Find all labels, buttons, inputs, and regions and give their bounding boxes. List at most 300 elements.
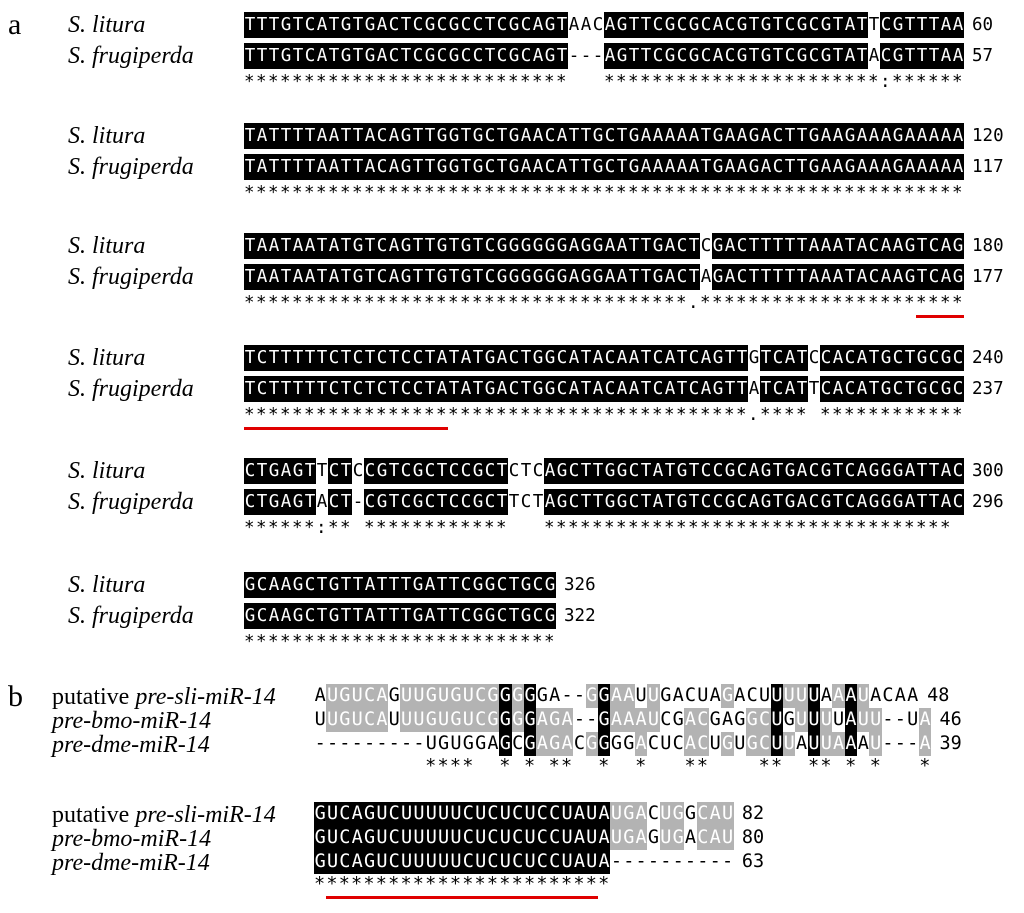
residue: G: [450, 709, 462, 730]
residue: A: [568, 376, 580, 402]
residue: U: [376, 827, 388, 848]
residue: G: [448, 43, 460, 69]
residue: C: [784, 12, 796, 38]
residue: G: [425, 685, 437, 706]
residue: A: [857, 733, 869, 754]
residue: A: [496, 345, 508, 371]
residue: T: [832, 43, 844, 69]
residue: U: [475, 827, 487, 848]
residue: G: [340, 43, 352, 69]
residue: -: [610, 851, 622, 872]
residue: T: [664, 458, 676, 484]
residue: G: [880, 489, 892, 515]
residue: C: [472, 12, 484, 38]
sequence-row: [244, 489, 964, 515]
residue: A: [916, 154, 928, 180]
sequence-row: [244, 458, 964, 484]
residue: A: [616, 233, 628, 259]
residue: T: [268, 12, 280, 38]
residue: U: [808, 685, 820, 706]
residue: G: [508, 43, 520, 69]
residue: T: [760, 264, 772, 290]
residue: -: [697, 851, 709, 872]
residue: T: [592, 458, 604, 484]
residue: A: [880, 233, 892, 259]
residue: T: [352, 572, 364, 598]
residue: -: [592, 46, 604, 66]
residue: C: [412, 43, 424, 69]
residue: G: [400, 123, 412, 149]
residue: A: [712, 43, 724, 69]
residue: G: [616, 489, 628, 515]
residue: -: [882, 709, 894, 730]
residue: C: [472, 43, 484, 69]
residue: U: [796, 685, 808, 706]
residue: C: [536, 851, 548, 872]
residue: A: [856, 345, 868, 371]
residue: T: [268, 123, 280, 149]
residue: G: [532, 345, 544, 371]
residue: A: [700, 267, 712, 287]
residue: C: [339, 803, 351, 824]
residue: A: [388, 264, 400, 290]
residue: U: [462, 685, 474, 706]
residue: A: [856, 264, 868, 290]
residue: -: [672, 851, 684, 872]
residue: C: [820, 345, 832, 371]
residue: T: [640, 376, 652, 402]
residue: T: [796, 264, 808, 290]
residue: G: [746, 709, 758, 730]
residue: T: [868, 376, 880, 402]
residue: -: [907, 733, 919, 754]
residue: A: [598, 827, 610, 848]
residue: G: [544, 572, 556, 598]
residue: T: [472, 264, 484, 290]
residue: A: [892, 233, 904, 259]
residue: C: [536, 803, 548, 824]
residue: T: [316, 572, 328, 598]
conservation-line: **** * * ** * * ** ** ** * * *: [314, 756, 932, 777]
residue: U: [413, 851, 425, 872]
residue: G: [880, 458, 892, 484]
residue: G: [796, 43, 808, 69]
residue: G: [736, 43, 748, 69]
residue: T: [580, 123, 592, 149]
residue: G: [520, 264, 532, 290]
residue: U: [438, 851, 450, 872]
sequence-name: [52, 803, 276, 827]
residue: A: [388, 154, 400, 180]
residue: -: [351, 733, 363, 754]
conservation-line: ************************************************************: [244, 183, 965, 203]
residue: G: [623, 803, 635, 824]
residue: U: [425, 733, 437, 754]
position-number: 120: [972, 126, 1004, 146]
residue: G: [652, 264, 664, 290]
residue: C: [352, 461, 364, 481]
residue: C: [736, 489, 748, 515]
residue: T: [340, 123, 352, 149]
residue: A: [904, 489, 916, 515]
residue: C: [868, 264, 880, 290]
residue: G: [940, 376, 952, 402]
residue: G: [580, 264, 592, 290]
residue: U: [524, 827, 536, 848]
residue: C: [758, 733, 771, 754]
residue: G: [784, 489, 796, 515]
residue: A: [856, 489, 868, 515]
residue: C: [475, 709, 487, 730]
residue: T: [448, 345, 460, 371]
residue: G: [736, 12, 748, 38]
residue: G: [499, 709, 511, 730]
residue: U: [314, 709, 326, 730]
residue: G: [868, 489, 880, 515]
residue: A: [316, 492, 328, 512]
residue: G: [676, 458, 688, 484]
residue: A: [684, 709, 697, 730]
residue: A: [573, 803, 585, 824]
residue: A: [616, 376, 628, 402]
residue: G: [339, 685, 351, 706]
residue: C: [952, 376, 964, 402]
residue: U: [610, 803, 622, 824]
residue: U: [326, 851, 339, 872]
residue: C: [412, 345, 424, 371]
residue: T: [580, 376, 592, 402]
residue: A: [736, 154, 748, 180]
residue: C: [460, 12, 472, 38]
residue: A: [304, 233, 316, 259]
residue: U: [820, 733, 832, 754]
conservation-line: *************************************.**********************: [244, 293, 965, 313]
residue: U: [413, 827, 425, 848]
residue: A: [928, 123, 940, 149]
residue: A: [520, 123, 532, 149]
residue: A: [736, 123, 748, 149]
residue: -: [388, 733, 400, 754]
sequence-row: [314, 826, 734, 850]
residue: T: [436, 458, 448, 484]
residue: C: [364, 458, 376, 484]
residue: C: [604, 123, 616, 149]
residue: G: [340, 12, 352, 38]
residue: C: [724, 12, 736, 38]
residue: T: [292, 345, 304, 371]
residue: A: [316, 12, 328, 38]
residue: U: [771, 733, 783, 754]
name-prefix: putative: [52, 802, 136, 828]
residue: C: [424, 489, 436, 515]
residue: C: [363, 685, 376, 706]
residue: A: [635, 733, 647, 754]
residue: U: [561, 827, 573, 848]
residue: A: [940, 12, 952, 38]
residue: C: [700, 43, 712, 69]
residue: T: [412, 264, 424, 290]
sequence-row: [244, 154, 964, 180]
residue: -: [647, 851, 660, 872]
residue: A: [734, 685, 746, 706]
species-name: S. litura: [68, 345, 146, 371]
residue: A: [870, 685, 882, 706]
residue: A: [573, 827, 585, 848]
residue: G: [520, 603, 532, 629]
residue: T: [448, 264, 460, 290]
residue: C: [512, 827, 524, 848]
residue: U: [462, 709, 474, 730]
residue: C: [772, 345, 784, 371]
residue: G: [672, 709, 684, 730]
residue: C: [652, 376, 664, 402]
residue: U: [401, 685, 413, 706]
residue: A: [592, 345, 604, 371]
residue: C: [512, 803, 524, 824]
residue: C: [412, 376, 424, 402]
residue: T: [424, 376, 436, 402]
residue: G: [783, 709, 795, 730]
position-number: 322: [564, 606, 596, 626]
residue: A: [856, 123, 868, 149]
residue: U: [388, 709, 400, 730]
residue: G: [363, 851, 376, 872]
residue: G: [268, 489, 280, 515]
residue: A: [940, 43, 952, 69]
residue: G: [376, 489, 388, 515]
residue: A: [916, 123, 928, 149]
residue: A: [833, 733, 845, 754]
residue: G: [524, 733, 536, 754]
residue: T: [340, 264, 352, 290]
residue: C: [512, 733, 524, 754]
sequence-row: [244, 345, 964, 371]
residue: C: [460, 43, 472, 69]
residue: U: [660, 733, 672, 754]
residue: T: [256, 43, 268, 69]
residue: C: [736, 264, 748, 290]
residue: A: [940, 154, 952, 180]
residue: -: [561, 685, 573, 706]
residue: A: [268, 603, 280, 629]
residue: G: [709, 709, 721, 730]
residue: T: [400, 43, 412, 69]
residue: T: [904, 43, 916, 69]
residue: T: [352, 12, 364, 38]
residue: G: [628, 154, 640, 180]
residue: T: [388, 376, 400, 402]
residue: A: [280, 572, 292, 598]
residue: C: [844, 489, 856, 515]
conservation-line: *************************** ***********************:******: [244, 72, 965, 92]
residue: T: [616, 154, 628, 180]
residue: T: [352, 154, 364, 180]
residue: -: [339, 733, 351, 754]
residue: A: [610, 709, 622, 730]
residue: T: [808, 379, 820, 399]
residue: G: [760, 12, 772, 38]
residue: A: [676, 154, 688, 180]
sequence-row: [314, 850, 734, 874]
residue: -: [401, 733, 413, 754]
residue: C: [844, 376, 856, 402]
name-mirna: pre-dme-miR-14: [52, 732, 210, 758]
residue: A: [880, 264, 892, 290]
residue: A: [712, 12, 724, 38]
residue: G: [412, 458, 424, 484]
residue: U: [351, 685, 363, 706]
residue: G: [314, 851, 326, 872]
residue: G: [314, 803, 326, 824]
residue: G: [448, 123, 460, 149]
residue: T: [280, 233, 292, 259]
residue: A: [856, 233, 868, 259]
residue: T: [460, 154, 472, 180]
residue: A: [760, 123, 772, 149]
residue: T: [352, 603, 364, 629]
residue: G: [544, 12, 556, 38]
residue: G: [748, 154, 760, 180]
residue: A: [598, 851, 610, 872]
residue: A: [376, 43, 388, 69]
residue: T: [340, 154, 352, 180]
residue: C: [724, 43, 736, 69]
residue: T: [424, 345, 436, 371]
residue: T: [280, 376, 292, 402]
residue: C: [684, 685, 697, 706]
residue: T: [316, 264, 328, 290]
residue: G: [820, 489, 832, 515]
residue: C: [339, 851, 351, 872]
sequence-row: [244, 572, 556, 598]
residue: T: [832, 458, 844, 484]
residue: G: [363, 827, 376, 848]
residue: G: [820, 12, 832, 38]
residue: T: [640, 233, 652, 259]
residue: A: [487, 733, 499, 754]
residue: T: [508, 492, 520, 512]
residue: T: [388, 345, 400, 371]
residue: T: [532, 492, 544, 512]
conservation-line: ******************************************.**** ************: [244, 405, 965, 425]
residue: G: [508, 233, 520, 259]
position-number: 177: [972, 267, 1004, 287]
residue: C: [676, 264, 688, 290]
residue: C: [462, 827, 474, 848]
residue: G: [676, 489, 688, 515]
residue: T: [784, 123, 796, 149]
residue: A: [604, 233, 616, 259]
residue: C: [536, 827, 548, 848]
residue: A: [304, 264, 316, 290]
residue: T: [496, 489, 508, 515]
residue: U: [376, 851, 388, 872]
residue: A: [610, 685, 622, 706]
residue: A: [919, 709, 931, 730]
residue: G: [580, 233, 592, 259]
residue: G: [586, 733, 598, 754]
residue: C: [928, 233, 940, 259]
residue: T: [916, 489, 928, 515]
residue: G: [472, 458, 484, 484]
residue: -: [586, 709, 598, 730]
residue: A: [919, 733, 931, 754]
residue: T: [484, 12, 496, 38]
residue: -: [882, 733, 894, 754]
residue: A: [652, 489, 664, 515]
residue: G: [484, 572, 496, 598]
residue: C: [652, 345, 664, 371]
residue: A: [856, 458, 868, 484]
residue: -: [573, 685, 585, 706]
residue: A: [820, 123, 832, 149]
residue: A: [894, 685, 906, 706]
residue: C: [520, 43, 532, 69]
residue: G: [460, 264, 472, 290]
residue: C: [868, 233, 880, 259]
residue: A: [672, 685, 684, 706]
residue: G: [586, 685, 598, 706]
residue: C: [496, 603, 508, 629]
residue: C: [520, 492, 532, 512]
residue: A: [880, 154, 892, 180]
residue: A: [376, 12, 388, 38]
residue: U: [561, 803, 573, 824]
residue: G: [512, 685, 524, 706]
residue: G: [450, 685, 462, 706]
residue: A: [904, 154, 916, 180]
residue: G: [400, 154, 412, 180]
name-mirna: pre-sli-miR-14: [135, 802, 276, 828]
residue: A: [256, 264, 268, 290]
residue: C: [512, 851, 524, 872]
residue: C: [880, 43, 892, 69]
residue: A: [784, 376, 796, 402]
residue: T: [292, 123, 304, 149]
residue: A: [868, 154, 880, 180]
residue: G: [712, 376, 724, 402]
residue: G: [244, 603, 256, 629]
mature-mir-underline: [326, 896, 598, 899]
residue: C: [549, 827, 561, 848]
residue: G: [784, 458, 796, 484]
residue: T: [904, 345, 916, 371]
residue: C: [697, 803, 709, 824]
residue: T: [580, 458, 592, 484]
residue: G: [280, 12, 292, 38]
residue: C: [736, 233, 748, 259]
residue: T: [472, 233, 484, 259]
residue: A: [652, 123, 664, 149]
residue: T: [784, 233, 796, 259]
residue: A: [544, 489, 556, 515]
residue: C: [676, 12, 688, 38]
residue: T: [244, 345, 256, 371]
residue: G: [760, 458, 772, 484]
residue: A: [328, 123, 340, 149]
residue: C: [628, 458, 640, 484]
species-name: S. litura: [68, 458, 146, 484]
residue: G: [748, 348, 760, 368]
residue: G: [748, 123, 760, 149]
sequence-name: [52, 851, 210, 875]
sequence-row: [244, 264, 964, 290]
residue: A: [424, 603, 436, 629]
residue: -: [894, 709, 906, 730]
residue: A: [640, 123, 652, 149]
residue: A: [520, 154, 532, 180]
residue: A: [796, 489, 808, 515]
